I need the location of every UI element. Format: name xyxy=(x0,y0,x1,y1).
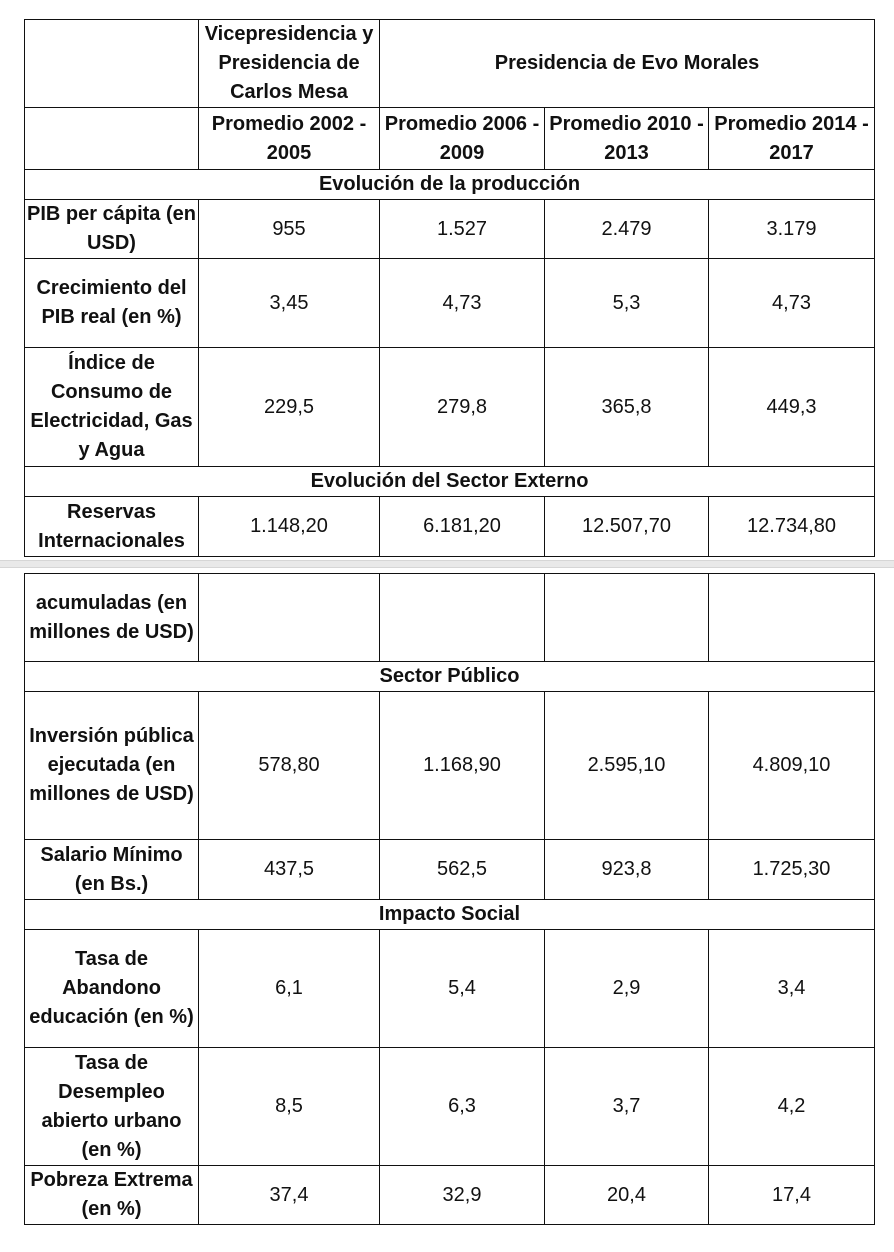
empty-corner-cell xyxy=(25,20,199,108)
value-cell: 3,7 xyxy=(545,1048,709,1166)
indicators-table-part-1 xyxy=(24,19,875,557)
row-label: Tasa de Abandono educación (en %) xyxy=(25,930,199,1048)
period-header: Promedio 2006 - 2009 xyxy=(380,108,545,170)
empty-cell xyxy=(709,574,875,662)
period-header: Promedio 2010 - 2013 xyxy=(545,108,709,170)
page-break-separator xyxy=(0,560,894,568)
value-cell: 12.507,70 xyxy=(545,497,709,557)
header-row-presidency xyxy=(25,20,875,108)
value-cell: 4,73 xyxy=(380,259,545,348)
section-row xyxy=(25,467,875,497)
section-row xyxy=(25,900,875,930)
row-label: Índice de Consumo de Electricidad, Gas y Agua xyxy=(25,348,199,467)
value-cell: 2.479 xyxy=(545,200,709,259)
value-cell: 5,3 xyxy=(545,259,709,348)
table-row xyxy=(25,497,875,557)
value-cell: 1.168,90 xyxy=(380,692,545,840)
table-row xyxy=(25,574,875,662)
value-cell: 8,5 xyxy=(199,1048,380,1166)
value-cell: 2.595,10 xyxy=(545,692,709,840)
row-label: PIB per cápita (en USD) xyxy=(25,200,199,259)
indicators-table-part-2 xyxy=(24,573,875,1225)
value-cell: 20,4 xyxy=(545,1166,709,1225)
value-cell: 6,3 xyxy=(380,1048,545,1166)
value-cell: 578,80 xyxy=(199,692,380,840)
value-cell: 1.725,30 xyxy=(709,840,875,900)
table-row xyxy=(25,1166,875,1225)
value-cell: 562,5 xyxy=(380,840,545,900)
table-row xyxy=(25,840,875,900)
period-header: Promedio 2002 - 2005 xyxy=(199,108,380,170)
table-row xyxy=(25,200,875,259)
value-cell: 449,3 xyxy=(709,348,875,467)
section-title: Sector Público xyxy=(25,662,875,692)
section-title: Evolución del Sector Externo xyxy=(25,467,875,497)
row-label: Reservas Internacionales xyxy=(25,497,199,557)
value-cell: 12.734,80 xyxy=(709,497,875,557)
section-row xyxy=(25,662,875,692)
value-cell: 37,4 xyxy=(199,1166,380,1225)
value-cell: 3.179 xyxy=(709,200,875,259)
value-cell: 2,9 xyxy=(545,930,709,1048)
value-cell: 6.181,20 xyxy=(380,497,545,557)
header-evo: Presidencia de Evo Morales xyxy=(380,20,875,108)
value-cell: 1.527 xyxy=(380,200,545,259)
empty-corner-cell xyxy=(25,108,199,170)
value-cell: 1.148,20 xyxy=(199,497,380,557)
value-cell: 4,2 xyxy=(709,1048,875,1166)
row-label: Crecimiento del PIB real (en %) xyxy=(25,259,199,348)
value-cell: 17,4 xyxy=(709,1166,875,1225)
header-row-periods xyxy=(25,108,875,170)
empty-cell xyxy=(199,574,380,662)
value-cell: 229,5 xyxy=(199,348,380,467)
row-label: Pobreza Extrema (en %) xyxy=(25,1166,199,1225)
value-cell: 437,5 xyxy=(199,840,380,900)
value-cell: 32,9 xyxy=(380,1166,545,1225)
period-header: Promedio 2014 - 2017 xyxy=(709,108,875,170)
value-cell: 279,8 xyxy=(380,348,545,467)
table-row xyxy=(25,259,875,348)
value-cell: 4,73 xyxy=(709,259,875,348)
value-cell: 3,4 xyxy=(709,930,875,1048)
row-label-continued: acumuladas (en millones de USD) xyxy=(25,574,199,662)
section-title: Evolución de la producción xyxy=(25,170,875,200)
value-cell: 5,4 xyxy=(380,930,545,1048)
empty-cell xyxy=(380,574,545,662)
row-label: Inversión pública ejecutada (en millones de USD) xyxy=(25,692,199,840)
value-cell: 6,1 xyxy=(199,930,380,1048)
section-row xyxy=(25,170,875,200)
table-row xyxy=(25,348,875,467)
table-row xyxy=(25,930,875,1048)
header-mesa: Vicepresidencia y Presidencia de Carlos Mesa xyxy=(199,20,380,108)
value-cell: 923,8 xyxy=(545,840,709,900)
value-cell: 4.809,10 xyxy=(709,692,875,840)
row-label: Salario Mínimo (en Bs.) xyxy=(25,840,199,900)
section-title: Impacto Social xyxy=(25,900,875,930)
table-row xyxy=(25,692,875,840)
value-cell: 365,8 xyxy=(545,348,709,467)
empty-cell xyxy=(545,574,709,662)
row-label: Tasa de Desempleo abierto urbano (en %) xyxy=(25,1048,199,1166)
value-cell: 3,45 xyxy=(199,259,380,348)
value-cell: 955 xyxy=(199,200,380,259)
table-row xyxy=(25,1048,875,1166)
